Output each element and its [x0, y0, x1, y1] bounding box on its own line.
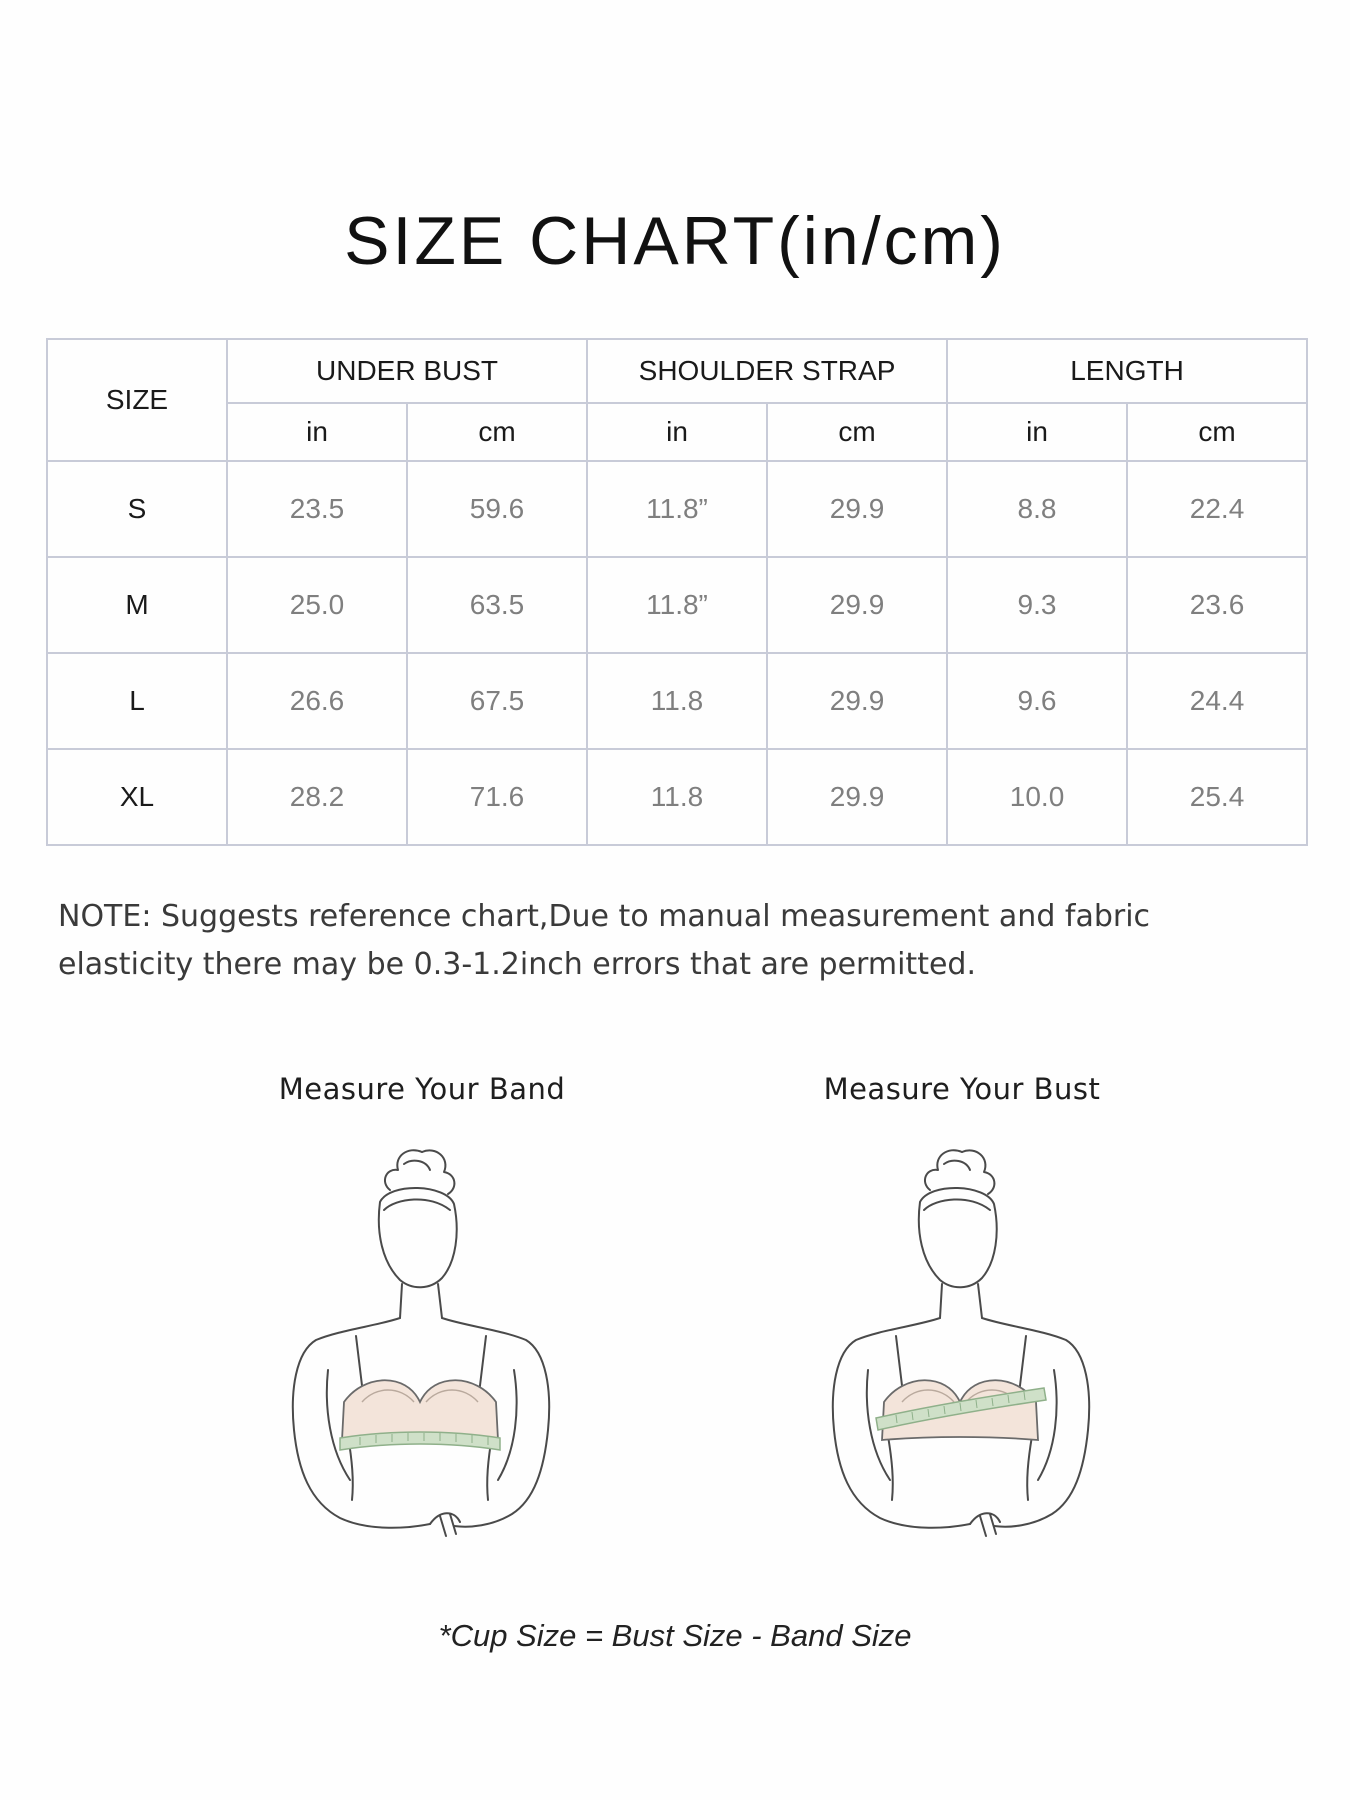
size-column-header: SIZE: [47, 339, 227, 461]
length-header: LENGTH: [947, 339, 1307, 403]
value-cell: 11.8: [587, 653, 767, 749]
note-line-1: NOTE: Suggests reference chart,Due to manual measurement and fabric: [58, 899, 1151, 934]
arm-crease: [498, 1370, 517, 1480]
value-cell: 28.2: [227, 749, 407, 845]
bust-caption: Measure Your Bust: [823, 1072, 1101, 1106]
value-cell: 29.9: [767, 557, 947, 653]
value-cell: 11.8”: [587, 461, 767, 557]
table-row: [47, 557, 1307, 653]
value-cell: 22.4: [1127, 461, 1307, 557]
torso-side: [1027, 1436, 1032, 1500]
value-cell: 29.9: [767, 749, 947, 845]
size-cell: XL: [47, 749, 227, 845]
hair-bun-line: [404, 1161, 430, 1170]
size-cell: S: [47, 461, 227, 557]
unit-header: cm: [767, 403, 947, 461]
value-cell: 9.6: [947, 653, 1127, 749]
neck-line: [400, 1284, 402, 1318]
value-cell: 9.3: [947, 557, 1127, 653]
hair-bun-line: [925, 1150, 962, 1190]
note-line-2: elasticity there may be 0.3-1.2inch errors that are permitted.: [58, 947, 976, 982]
value-cell: 8.8: [947, 461, 1127, 557]
value-cell: 67.5: [407, 653, 587, 749]
measuring-tape: [340, 1432, 500, 1450]
value-cell: 10.0: [947, 749, 1127, 845]
value-cell: 23.5: [227, 461, 407, 557]
band-measure-illustration: [280, 1140, 560, 1560]
hair-bun-line: [385, 1150, 422, 1190]
bra-shape: [342, 1380, 498, 1440]
neck-line: [940, 1284, 942, 1318]
neck-line: [978, 1284, 982, 1318]
value-cell: 29.9: [767, 653, 947, 749]
torso-side: [888, 1436, 893, 1500]
under-bust-header: UNDER BUST: [227, 339, 587, 403]
size-cell: M: [47, 557, 227, 653]
table-row: [47, 461, 1307, 557]
value-cell: 29.9: [767, 461, 947, 557]
value-cell: 25.4: [1127, 749, 1307, 845]
value-cell: 25.0: [227, 557, 407, 653]
head-outline: [379, 1188, 457, 1287]
unit-header: in: [227, 403, 407, 461]
unit-header: cm: [407, 403, 587, 461]
unit-header: in: [587, 403, 767, 461]
hair-bun-line: [962, 1150, 994, 1194]
bust-measure-illustration: [820, 1140, 1100, 1560]
neck-line: [438, 1284, 442, 1318]
page-title: SIZE CHART(in/cm): [344, 203, 1006, 279]
value-cell: 11.8”: [587, 557, 767, 653]
value-cell: 59.6: [407, 461, 587, 557]
unit-header: cm: [1127, 403, 1307, 461]
value-cell: 71.6: [407, 749, 587, 845]
head-outline: [919, 1188, 997, 1287]
cup-size-formula: *Cup Size = Bust Size - Band Size: [438, 1618, 912, 1653]
value-cell: 23.6: [1127, 557, 1307, 653]
hands-line: [430, 1513, 460, 1536]
hairline: [924, 1199, 990, 1210]
value-cell: 63.5: [407, 557, 587, 653]
hairline: [384, 1199, 450, 1210]
table-row: [47, 653, 1307, 749]
arm-crease: [1038, 1370, 1057, 1480]
size-table: [46, 338, 1308, 846]
hair-bun-line: [422, 1150, 454, 1194]
value-cell: 11.8: [587, 749, 767, 845]
measurement-note: [58, 893, 1298, 989]
table-row: [47, 749, 1307, 845]
value-cell: 24.4: [1127, 653, 1307, 749]
hair-bun-line: [944, 1161, 970, 1170]
band-caption: Measure Your Band: [278, 1072, 566, 1106]
value-cell: 26.6: [227, 653, 407, 749]
size-cell: L: [47, 653, 227, 749]
unit-header: in: [947, 403, 1127, 461]
shoulder-strap-header: SHOULDER STRAP: [587, 339, 947, 403]
hands-line: [970, 1513, 1000, 1536]
